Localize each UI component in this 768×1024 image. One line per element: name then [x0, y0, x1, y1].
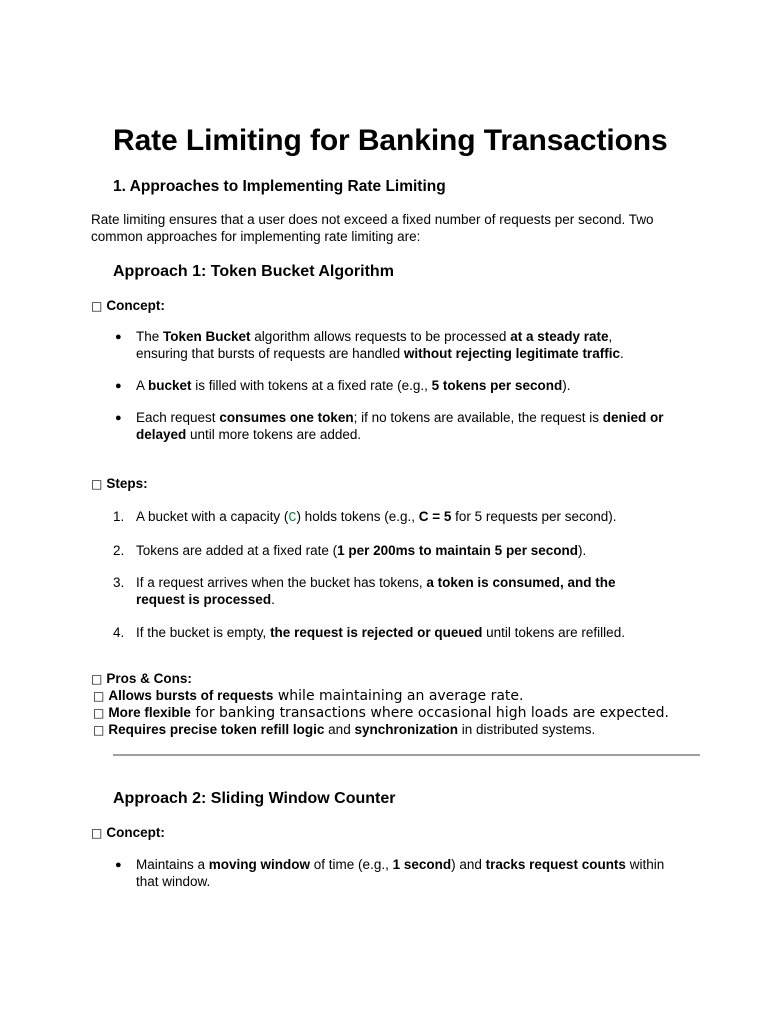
concept-label-text: Concept:	[106, 298, 165, 313]
step-number: 2.	[113, 543, 125, 558]
bold-run: 1 second	[392, 857, 452, 872]
bold-run: bucket	[148, 378, 192, 393]
text-run: ).	[562, 378, 571, 393]
list-item	[113, 857, 693, 890]
text-run: that window.	[136, 873, 211, 889]
text-run: Each request	[136, 410, 220, 425]
text-run: is filled with tokens at a fixed rate (e.g.,	[191, 378, 432, 393]
bold-run: without rejecting legitimate traffic	[403, 345, 620, 361]
pro-box-icon: □	[93, 706, 105, 720]
pro-box-icon: □	[93, 689, 105, 703]
text-run: ) holds tokens (e.g.,	[296, 509, 419, 524]
bullet-icon: ●	[115, 331, 122, 343]
pros-cons-label	[91, 671, 192, 686]
approach-1-heading: Approach 1: Token Bucket Algorithm	[113, 263, 394, 280]
text-run: in distributed systems.	[457, 722, 596, 737]
bold-run: Requires precise token refill logic	[108, 722, 325, 737]
bold-run: at a steady rate	[510, 329, 609, 344]
text-run: ).	[577, 543, 587, 558]
bold-run: Allows bursts of requests	[108, 688, 274, 703]
text-run: of time (e.g.,	[310, 857, 393, 872]
text-run: for 5 requests per second).	[451, 509, 617, 524]
intro-line-2: common approaches for implementing rate limiting are:	[91, 228, 421, 244]
pros-cons-line	[93, 705, 669, 721]
pros-cons-line	[93, 722, 595, 737]
text-run: Tokens are added at a fixed rate (	[136, 543, 338, 558]
text-run: The	[136, 329, 164, 344]
bold-run: request is processed	[136, 591, 272, 607]
approach-2-heading: Approach 2: Sliding Window Counter	[113, 790, 396, 807]
inline-code: C	[288, 511, 297, 526]
text-run: .	[619, 345, 624, 361]
bold-run: a token is consumed, and the	[426, 575, 616, 590]
pros-cons-line	[93, 688, 523, 704]
text-run: A bucket with a capacity (	[136, 509, 289, 524]
text-run: ; if no tokens are available, the request is	[353, 410, 603, 425]
text-run: while maintaining an average rate.	[273, 688, 524, 704]
bold-run: 5 tokens per second	[431, 378, 563, 393]
steps-box-icon: □	[91, 477, 103, 491]
page-title: Rate Limiting for Banking Transactions	[113, 124, 668, 157]
step-number: 4.	[113, 625, 125, 640]
step-item	[113, 543, 693, 560]
bold-run: moving window	[208, 857, 311, 872]
concept-box-icon: □	[91, 299, 103, 313]
text-run: algorithm allows requests to be processed	[250, 329, 511, 344]
concept-box-icon: □	[91, 826, 103, 840]
pros-cons-label-text: Pros & Cons:	[106, 671, 192, 686]
step-item	[113, 575, 693, 608]
text-run: ) and	[451, 857, 486, 872]
steps-label	[91, 476, 148, 491]
text-run: Maintains a	[136, 857, 209, 872]
text-run: until tokens are refilled.	[482, 625, 625, 640]
bold-run: Token Bucket	[163, 329, 251, 344]
text-run: If the bucket is empty,	[136, 625, 271, 640]
con-box-icon: □	[93, 723, 105, 737]
intro-paragraph	[91, 212, 711, 245]
concept-label-2	[91, 825, 165, 840]
horizontal-divider	[113, 754, 700, 756]
bold-run: tracks request counts	[485, 857, 626, 872]
text-run: and	[324, 722, 355, 737]
intro-line-1: Rate limiting ensures that a user does not exceed a fixed number of requests per second. Two	[91, 212, 654, 227]
bold-run: More flexible	[108, 705, 191, 720]
bullet-icon: ●	[115, 412, 122, 424]
text-run: ,	[608, 329, 613, 344]
list-item	[113, 378, 693, 395]
steps-label-text: Steps:	[106, 476, 148, 491]
bold-run: delayed	[136, 426, 187, 442]
bold-run: consumes one token	[219, 410, 354, 425]
text-run: for banking transactions where occasional high loads are expected.	[190, 705, 669, 721]
list-item	[113, 410, 693, 443]
bullet-icon: ●	[115, 859, 122, 871]
concept-label-1	[91, 298, 165, 313]
bold-run: C = 5	[418, 509, 452, 524]
text-run: .	[271, 591, 275, 607]
concept-label-text: Concept:	[106, 825, 165, 840]
bold-run: denied or	[602, 410, 664, 425]
text-run: ensuring that bursts of requests are handled	[136, 345, 404, 361]
text-run: If a request arrives when the bucket has tokens,	[136, 575, 427, 590]
step-item	[113, 509, 693, 528]
section-heading-approaches: 1. Approaches to Implementing Rate Limiting	[113, 178, 446, 195]
step-number: 1.	[113, 509, 125, 524]
text-run: A	[136, 378, 149, 393]
pros-box-icon: □	[91, 672, 103, 686]
bold-run: the request is rejected or queued	[270, 625, 483, 640]
text-run: until more tokens are added.	[186, 426, 362, 442]
text-run: within	[625, 857, 665, 872]
bold-run: synchronization	[354, 722, 458, 737]
bold-run: 1 per 200ms to maintain 5 per second	[337, 543, 578, 558]
step-item	[113, 625, 693, 642]
list-item	[113, 329, 693, 362]
step-number: 3.	[113, 575, 125, 590]
bullet-icon: ●	[115, 380, 122, 392]
